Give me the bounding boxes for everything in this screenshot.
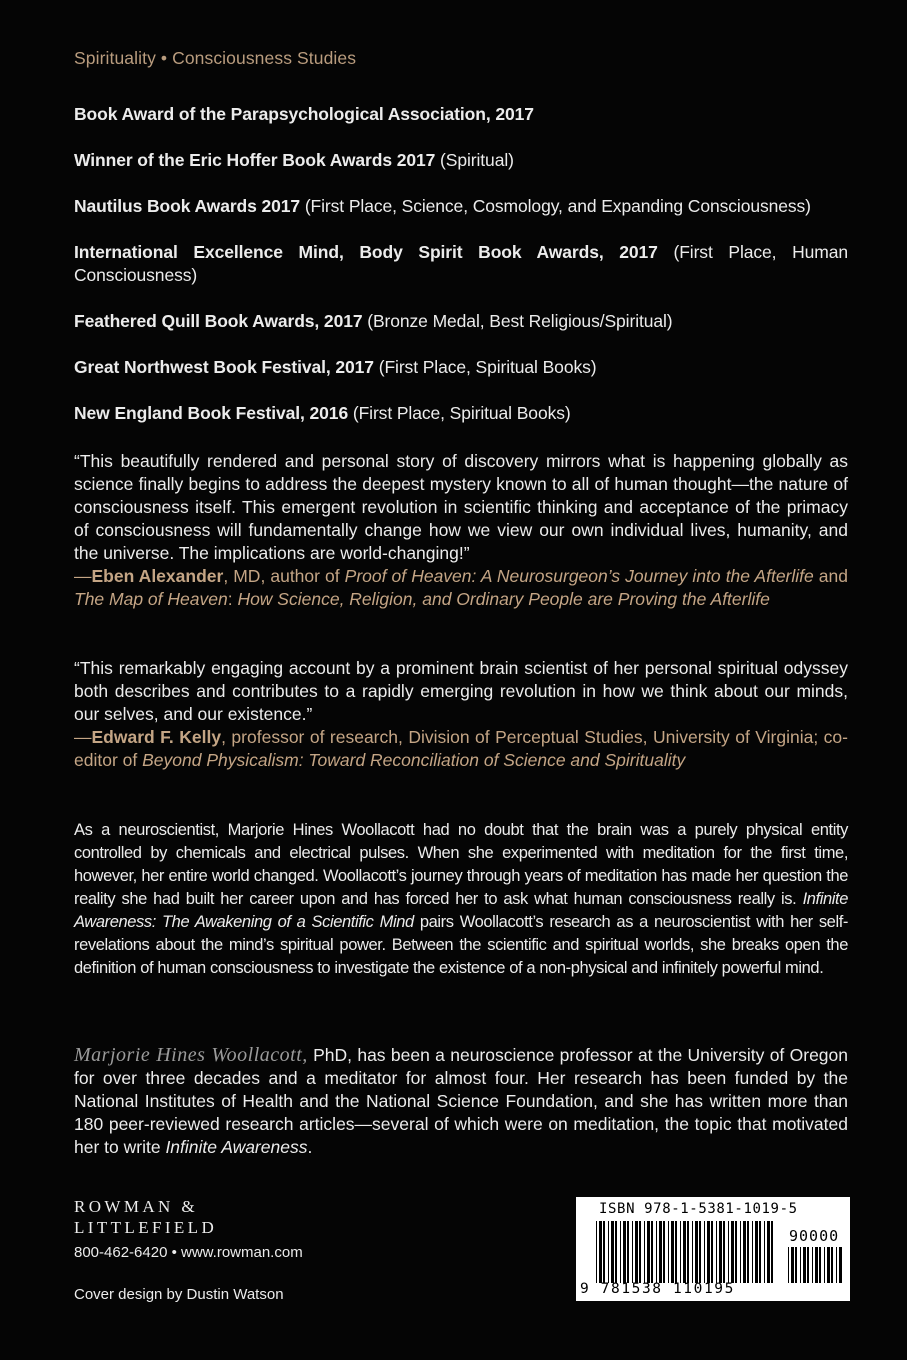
dash: — <box>74 566 92 586</box>
publisher-contact: 800-462-6420 • www.rowman.com <box>74 1244 303 1261</box>
joiner: and <box>813 566 848 586</box>
barcode-bar <box>815 1247 818 1283</box>
barcode-bar <box>603 1221 605 1283</box>
award-item <box>74 402 848 425</box>
publisher-line-2: LITTLEFIELD <box>74 1218 218 1237</box>
award-title: Nautilus Book Awards 2017 <box>74 196 301 216</box>
barcode-bar <box>812 1247 813 1283</box>
barcode-bar <box>615 1221 617 1283</box>
barcode-bar <box>620 1221 621 1283</box>
barcode-bar <box>596 1221 597 1283</box>
isbn-barcode <box>576 1197 850 1301</box>
dash: — <box>74 727 92 747</box>
award-item <box>74 195 848 218</box>
quote-text: “This beautifully rendered and personal story of discovery mirrors what is happening globally as science finally begins to address the deepest mystery known to all of human thought—the nature of consciousness itself. This emergent revolution in scientific thinking and acceptance of the primacy of consciousness will fundamentally change how we view our own individual lives, humanity, and the universe. The implications are world-changing!” <box>74 451 848 563</box>
barcode-bar <box>735 1221 737 1283</box>
barcode-bar <box>707 1221 710 1283</box>
isbn-digits: 9 781538 110195 <box>580 1281 735 1297</box>
barcode-bar <box>759 1221 761 1283</box>
barcode-bar <box>836 1247 837 1283</box>
book-subtitle: How Science, Religion, and Ordinary People are Proving the Afterlife <box>237 589 770 609</box>
award-item <box>74 241 848 287</box>
description-text: As a neuroscientist, Marjorie Hines Woollacott had no doubt that the brain was a purely physical entity controlled by chemicals and electrical pulses. When she experimented with meditation for the first time, however, her entire world changed. Woollacott’s journey through years of meditation has made her question the reality she had built her career upon and has forced her to ask what human consciousness really is. <box>74 821 848 908</box>
barcode-bar <box>827 1247 830 1283</box>
barcode-bar <box>771 1221 773 1283</box>
barcode-bar <box>651 1221 653 1283</box>
quote-attribution <box>74 726 848 772</box>
endorser-name: Eben Alexander <box>91 566 224 586</box>
award-item <box>74 356 848 379</box>
award-detail: (First Place, Spiritual Books) <box>348 403 571 423</box>
book-title: The Map of Heaven <box>74 589 228 609</box>
barcode-bar <box>608 1221 609 1283</box>
barcode-bar <box>671 1221 674 1283</box>
quote-text: “This remarkably engaging account by a prominent brain scientist of her personal spiritual odyssey both describes and contributes to a rapidly emerging revolution in how we think about our minds, our selves, and our existence.” <box>74 658 848 724</box>
award-title: Winner of the Eric Hoffer Book Awards 2017 <box>74 150 436 170</box>
barcode-bar <box>743 1221 746 1283</box>
book-title: Proof of Heaven: A Neurosurgeon’s Journey into the Afterlife <box>344 566 814 586</box>
barcode-bar <box>627 1221 629 1283</box>
barcode-bar <box>683 1221 686 1283</box>
barcode-bar <box>635 1221 638 1283</box>
award-title: New England Book Festival, 2016 <box>74 403 349 423</box>
barcode-bar <box>824 1247 825 1283</box>
book-title: Beyond Physicalism: Toward Reconciliation of Science and Spirituality <box>142 750 686 770</box>
barcode-bar <box>764 1221 765 1283</box>
cover-credit: Cover design by Dustin Watson <box>74 1286 284 1303</box>
barcode-bar <box>728 1221 729 1283</box>
barcode-bar <box>639 1221 641 1283</box>
award-item <box>74 149 848 172</box>
barcode-bar <box>791 1247 794 1283</box>
award-title: Great Northwest Book Festival, 2017 <box>74 357 374 377</box>
barcode-bar <box>675 1221 677 1283</box>
barcode-bar <box>659 1221 662 1283</box>
award-detail: (First Place, Spiritual Books) <box>373 357 597 377</box>
barcode-bar <box>819 1247 821 1283</box>
barcode-bar <box>719 1221 722 1283</box>
barcode-bar <box>788 1247 789 1283</box>
award-item <box>74 310 848 333</box>
barcode-bar <box>687 1221 689 1283</box>
barcode-bar <box>656 1221 657 1283</box>
barcode-bar <box>767 1221 770 1283</box>
barcode-bar <box>755 1221 758 1283</box>
barcode-bar <box>723 1221 725 1283</box>
author-signature: Marjorie Hines Woollacott, <box>74 1044 308 1066</box>
barcode-bar <box>611 1221 614 1283</box>
barcode-bar <box>699 1221 701 1283</box>
barcode-bar <box>623 1221 626 1283</box>
barcode-bar <box>692 1221 693 1283</box>
book-title: Infinite Awareness: The Awakening of a Scientific Mind <box>74 890 848 931</box>
endorser-credential: , professor of research, Division of Perceptual Studies, University of Virginia; co-editor of <box>74 727 848 770</box>
barcode-bar <box>704 1221 705 1283</box>
award-detail: (First Place, Human Consciousness) <box>74 242 848 285</box>
endorsement-kelly <box>74 657 848 772</box>
endorser-credential: , MD, author of <box>223 566 345 586</box>
barcode-bar <box>839 1247 842 1283</box>
barcode-bar <box>795 1247 797 1283</box>
quote-attribution <box>74 565 848 611</box>
barcode-bar <box>668 1221 669 1283</box>
isbn-label: ISBN 978-1-5381-1019-5 <box>599 1201 798 1217</box>
barcode-bar <box>731 1221 734 1283</box>
category-label: Spirituality • Consciousness Studies <box>74 48 357 68</box>
barcode-bar <box>831 1247 833 1283</box>
author-bio <box>74 1044 848 1159</box>
colon: : <box>227 589 238 609</box>
barcode-bar <box>711 1221 713 1283</box>
award-detail: (Spiritual) <box>435 150 514 170</box>
barcode-bar <box>647 1221 650 1283</box>
award-item <box>74 103 848 126</box>
barcode-bar <box>599 1221 602 1283</box>
barcode-bar <box>800 1247 801 1283</box>
publisher-logo <box>74 1196 217 1238</box>
endorser-name: Edward F. Kelly <box>91 727 222 747</box>
barcode-bar <box>803 1247 806 1283</box>
barcode-bar <box>807 1247 809 1283</box>
barcode-bar <box>740 1221 741 1283</box>
award-detail: (Bronze Medal, Best Religious/Spiritual) <box>362 311 673 331</box>
book-description <box>74 819 848 980</box>
barcode-bar <box>663 1221 665 1283</box>
award-title: International Excellence Mind, Body Spirit Book Awards, 2017 <box>74 242 658 262</box>
barcode-bar <box>695 1221 698 1283</box>
barcode-bar <box>716 1221 717 1283</box>
book-title: Infinite Awareness <box>165 1137 308 1157</box>
publisher-line-1: ROWMAN & <box>74 1197 199 1216</box>
price-code: 90000 <box>789 1227 840 1245</box>
endorsement-alexander <box>74 450 848 611</box>
awards-list <box>74 103 848 448</box>
bio-text: PhD, has been a neuroscience professor at the University of Oregon for over three decades and a meditator for almost four. Her research has been funded by the National Institutes of Health and the National Science Foundation, and she has written more than 180 peer-reviewed research articles—several of which were on meditation, the topic that motivated her to write <box>74 1045 849 1157</box>
description-text: pairs Woollacott’s research as a neuroscientist with her self-revelations about the mind’s spiritual power. Between the scientific and spiritual worlds, she breaks open the definition of human consciousness to investigate the existence of a non-physical and infinitely powerful mind. <box>74 913 848 977</box>
award-detail: (First Place, Science, Cosmology, and Expanding Consciousness) <box>300 196 811 216</box>
barcode-bar <box>680 1221 681 1283</box>
barcode-bar <box>644 1221 645 1283</box>
barcode-bar <box>747 1221 749 1283</box>
barcode-bar <box>632 1221 633 1283</box>
award-title: Feathered Quill Book Awards, 2017 <box>74 311 363 331</box>
award-title: Book Award of the Parapsychological Association, 2017 <box>74 104 534 124</box>
barcode-bar <box>752 1221 753 1283</box>
bio-end: . <box>307 1137 313 1157</box>
